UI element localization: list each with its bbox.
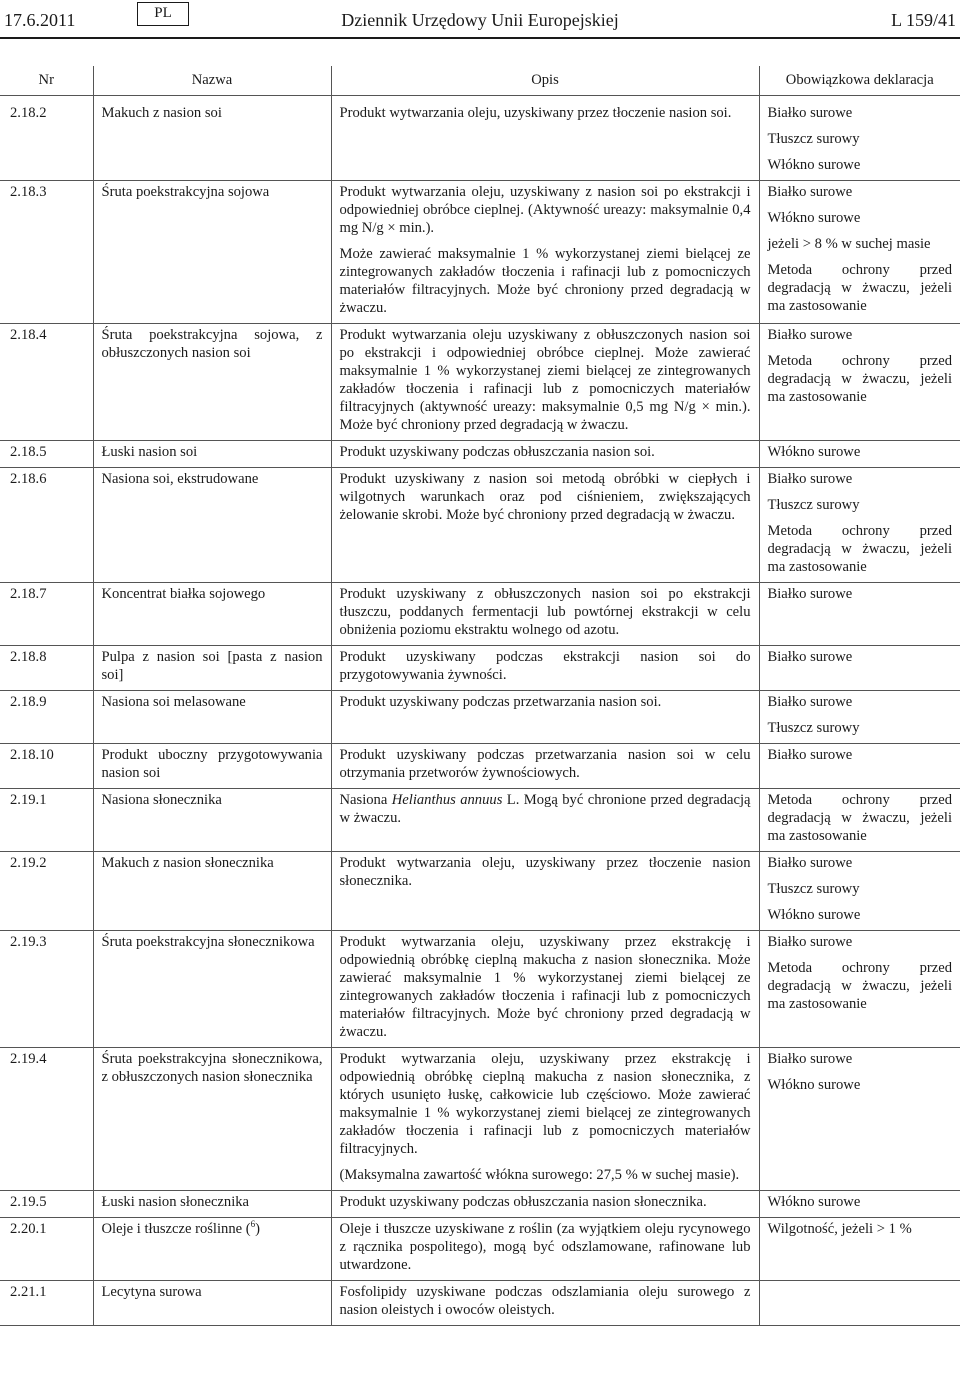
table-row: [0, 181, 960, 324]
row-declaration: [759, 1281, 960, 1326]
declaration-item: Metoda ochrony przed degradacją w żwaczu, jeżeli ma zastosowanie: [767, 523, 952, 575]
row-name: [93, 1218, 331, 1281]
declaration-item: Włókno surowe: [767, 1077, 861, 1093]
description-paragraph: Produkt uzyskiwany podczas przetwarzania nasion soi w celu otrzymania przetworów żywnościowych.: [339, 747, 751, 781]
table-row: [0, 646, 960, 691]
column-header-nr: Nr: [0, 66, 93, 96]
row-description: [331, 468, 759, 583]
row-name: Nasiona soi, ekstrudowane: [93, 468, 331, 583]
description-paragraph: Produkt uzyskiwany podczas przetwarzania nasion soi.: [339, 694, 662, 710]
row-name: Łuski nasion soi: [93, 441, 331, 468]
description-paragraph: Produkt wytwarzania oleju, uzyskiwany z nasion soi po ekstrakcji i odpowiedniej obróbce cieplnej. (Aktywność ureazy: maksymalnie 0,4 mg N/g × min.).: [339, 184, 751, 236]
table-row: [0, 1218, 960, 1281]
journal-title: Dziennik Urzędowy Unii Europejskiej: [341, 10, 619, 30]
row-number: 2.19.1: [0, 789, 93, 852]
name-text: ): [255, 1221, 260, 1237]
declaration-item: Metoda ochrony przed degradacją w żwaczu, jeżeli ma zastosowanie: [767, 792, 952, 844]
description-paragraph: Fosfolipidy uzyskiwane podczas odszlamiania oleju surowego z nasion oleistych i owoców oleistych.: [339, 1284, 751, 1318]
description-paragraph: Produkt uzyskiwany z obłuszczonych nasion soi po ekstrakcji tłuszczu, poddanych fermentacji lub powtórnej ekstrakcji w celu obniżenia poziomu ekstraktu wolnego od azotu.: [339, 586, 751, 638]
table-row: [0, 324, 960, 441]
declaration-item: Tłuszcz surowy: [767, 497, 860, 513]
row-number: 2.20.1: [0, 1218, 93, 1281]
row-number: 2.18.7: [0, 583, 93, 646]
footnote-reference[interactable]: 6: [250, 1219, 256, 1230]
row-description: [331, 324, 759, 441]
declaration-item: Włókno surowe: [767, 210, 861, 226]
row-declaration: [759, 852, 960, 931]
declaration-item: Białko surowe: [767, 327, 853, 343]
declaration-item: Białko surowe: [767, 105, 853, 121]
declaration-item: Tłuszcz surowy: [767, 131, 860, 147]
row-description: [331, 1218, 759, 1281]
table-row: [0, 931, 960, 1048]
row-number: 2.19.3: [0, 931, 93, 1048]
row-declaration: [759, 1191, 960, 1218]
table-header-row: [0, 66, 960, 96]
declaration-item: Białko surowe: [767, 1051, 853, 1067]
table-row: [0, 691, 960, 744]
table-row: [0, 468, 960, 583]
row-declaration: [759, 324, 960, 441]
row-name: Produkt uboczny przygotowywania nasion soi: [93, 744, 331, 789]
table-row: [0, 583, 960, 646]
row-declaration: [759, 1218, 960, 1281]
row-description: [331, 931, 759, 1048]
description-paragraph: Produkt wytwarzania oleju, uzyskiwany przez ekstrakcję i odpowiednią obróbkę cieplną makucha z nasion słonecznika. Może zawierać maksymalnie 1 % wykorzystanej ziemi bielącej ze zintegrowanych zakładów tłoczenia i rafinacji lub z pomocniczych materiałów filtracyjnych. Może być chroniony przed degradacją w żwaczu.: [339, 934, 751, 1040]
species-name: Helianthus annuus: [391, 792, 503, 808]
row-declaration: [759, 96, 960, 181]
table-row: [0, 852, 960, 931]
row-declaration: [759, 789, 960, 852]
description-paragraph: Produkt uzyskiwany podczas obłuszczania nasion soi.: [339, 444, 655, 460]
declaration-item: Białko surowe: [767, 855, 853, 871]
column-header-name: Nazwa: [93, 66, 331, 96]
row-name: Śruta poekstrakcyjna sojowa: [93, 181, 331, 324]
declaration-item: Tłuszcz surowy: [767, 881, 860, 897]
row-number: 2.19.5: [0, 1191, 93, 1218]
row-number: 2.18.2: [0, 96, 93, 181]
row-number: 2.18.5: [0, 441, 93, 468]
feed-materials-table: [0, 66, 960, 1326]
declaration-item: Włókno surowe: [767, 157, 861, 173]
row-description: [331, 646, 759, 691]
row-name: Makuch z nasion słonecznika: [93, 852, 331, 931]
description-paragraph: [340, 791, 751, 827]
row-number: 2.19.4: [0, 1048, 93, 1191]
description-paragraph: Może zawierać maksymalnie 1 % wykorzystanej ziemi bielącej ze zintegrowanych zakładów tłoczenia i rafinacji lub z pomocniczych materiałów filtracyjnych. Może być chroniony przed degradacją w żwaczu.: [339, 246, 751, 316]
row-description: [331, 1048, 759, 1191]
row-name: Śruta poekstrakcyjna słonecznikowa, z obłuszczonych nasion słonecznika: [93, 1048, 331, 1191]
row-name: Śruta poekstrakcyjna słonecznikowa: [93, 931, 331, 1048]
declaration-item: Wilgotność, jeżeli > 1 %: [767, 1221, 912, 1237]
name-text: Oleje i tłuszcze roślinne (: [101, 1221, 251, 1237]
page-number: L 159/41: [891, 10, 956, 30]
table-row: [0, 1191, 960, 1218]
row-name: Śruta poekstrakcyjna sojowa, z obłuszczonych nasion soi: [93, 324, 331, 441]
row-declaration: [759, 931, 960, 1048]
row-declaration: [759, 691, 960, 744]
table-row: [0, 1048, 960, 1191]
row-declaration: [759, 181, 960, 324]
row-description: [331, 96, 759, 181]
description-paragraph: Produkt uzyskiwany podczas obłuszczania nasion słonecznika.: [339, 1194, 707, 1210]
row-number: 2.19.2: [0, 852, 93, 931]
row-name: Koncentrat białka sojowego: [93, 583, 331, 646]
column-header-declaration: Obowiązkowa deklaracja: [759, 66, 960, 96]
publication-date: 17.6.2011: [4, 10, 76, 30]
row-description: [331, 441, 759, 468]
row-declaration: [759, 744, 960, 789]
declaration-item: Włókno surowe: [767, 907, 861, 923]
declaration-item: Włókno surowe: [767, 444, 861, 460]
row-description: [331, 181, 759, 324]
row-description: [331, 789, 759, 852]
declaration-item: Metoda ochrony przed degradacją w żwaczu, jeżeli ma zastosowanie: [767, 353, 952, 405]
row-number: 2.18.9: [0, 691, 93, 744]
declaration-item: jeżeli > 8 % w suchej masie: [767, 236, 931, 252]
description-paragraph: Oleje i tłuszcze uzyskiwane z roślin (za wyjątkiem oleju rycynowego z rącznika pospolitego), mogą być odszlamowane, rafinowane lub utwardzone.: [339, 1221, 751, 1273]
description-paragraph: Produkt wytwarzania oleju, uzyskiwany przez ekstrakcję i odpowiednią obróbkę cieplną makucha z nasion słonecznika, z których usunięto łuskę, całkowicie lub częściowo. Może zawierać maksymalnie 1 % wykorzystanej ziemi bielącej ze zintegrowanych zakładów tłoczenia i rafinacji lub z pomocniczych materiałów filtracyjnych.: [339, 1051, 751, 1157]
description-paragraph: Produkt uzyskiwany podczas ekstrakcji nasion soi do przygotowywania żywności.: [339, 649, 751, 683]
table-row: [0, 96, 960, 181]
row-name: Nasiona słonecznika: [93, 789, 331, 852]
row-declaration: [759, 583, 960, 646]
row-name: Makuch z nasion soi: [93, 96, 331, 181]
description-paragraph: Produkt wytwarzania oleju uzyskiwany z obłuszczonych nasion soi po ekstrakcji i odpowiedniej obróbce cieplnej. Może zawierać maksymalnie 1 % wykorzystanej ziemi bielącej ze zintegrowanych zakładów tłoczenia i rafinacji lub z pomocniczych materiałów filtracyjnych (aktywność ureazy: maksymalnie 0,5 mg N/g × min.). Może być chroniony przed degradacją w żwaczu.: [339, 327, 751, 433]
row-description: [331, 1281, 759, 1326]
declaration-item: Białko surowe: [767, 184, 853, 200]
declaration-item: Białko surowe: [767, 649, 853, 665]
row-description: [331, 852, 759, 931]
row-number: 2.18.3: [0, 181, 93, 324]
row-description: [331, 691, 759, 744]
row-number: 2.21.1: [0, 1281, 93, 1326]
declaration-item: Białko surowe: [767, 694, 853, 710]
row-declaration: [759, 1048, 960, 1191]
row-name: Nasiona soi melasowane: [93, 691, 331, 744]
row-number: 2.18.4: [0, 324, 93, 441]
description-paragraph: Produkt wytwarzania oleju, uzyskiwany przez tłoczenie nasion soi.: [339, 105, 732, 121]
column-header-description: Opis: [331, 66, 759, 96]
language-badge: PL: [137, 2, 189, 26]
description-paragraph: Produkt uzyskiwany z nasion soi metodą obróbki w ciepłych i wilgotnych warunkach oraz pod ciśnieniem, zwiększających żelowanie skrobi. Może być chroniony przed degradacją w żwaczu.: [339, 471, 751, 523]
declaration-item: Tłuszcz surowy: [767, 720, 860, 736]
table-row: [0, 441, 960, 468]
row-number: 2.18.6: [0, 468, 93, 583]
row-name: Łuski nasion słonecznika: [93, 1191, 331, 1218]
declaration-item: Włókno surowe: [767, 1194, 861, 1210]
row-name: Pulpa z nasion soi [pasta z nasion soi]: [93, 646, 331, 691]
row-description: [331, 744, 759, 789]
declaration-item: Białko surowe: [767, 586, 853, 602]
table-row: [0, 744, 960, 789]
declaration-item: Białko surowe: [767, 934, 853, 950]
row-number: 2.18.10: [0, 744, 93, 789]
row-declaration: [759, 468, 960, 583]
row-declaration: [759, 441, 960, 468]
row-name: Lecytyna surowa: [93, 1281, 331, 1326]
table-row: [0, 1281, 960, 1326]
table-row: [0, 789, 960, 852]
page-header: [0, 0, 960, 40]
description-paragraph: Produkt wytwarzania oleju, uzyskiwany przez tłoczenie nasion słonecznika.: [339, 855, 751, 889]
declaration-item: Metoda ochrony przed degradacją w żwaczu, jeżeli ma zastosowanie: [767, 262, 952, 314]
declaration-item: Białko surowe: [767, 747, 853, 763]
row-description: [331, 583, 759, 646]
row-number: 2.18.8: [0, 646, 93, 691]
row-description: [331, 1191, 759, 1218]
row-declaration: [759, 646, 960, 691]
declaration-item: Białko surowe: [767, 471, 853, 487]
description-text: Nasiona: [339, 792, 392, 808]
header-rule: [0, 37, 960, 39]
declaration-item: Metoda ochrony przed degradacją w żwaczu, jeżeli ma zastosowanie: [767, 960, 952, 1012]
description-paragraph: (Maksymalna zawartość włókna surowego: 27,5 % w suchej masie).: [339, 1167, 740, 1183]
description-text: L. Mogą być chronione przed degradacją w żwaczu.: [339, 792, 751, 826]
